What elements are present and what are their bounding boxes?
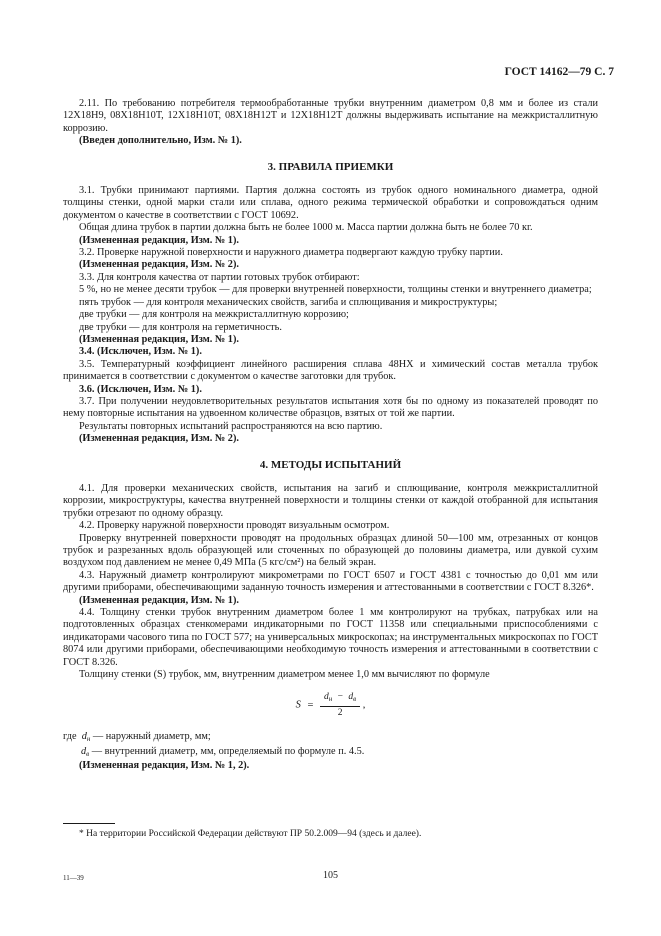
- paragraph-3-3: 3.3. Для контроля качества от партии готовых трубок отбирают:: [79, 271, 360, 283]
- amendment-note: (Измененная редакция, Изм. № 2).: [79, 433, 239, 445]
- where-definition: — наружный диаметр, мм;: [90, 731, 211, 743]
- paragraph-3-1: 3.1. Трубки принимают партиями. Партия должна состоять из трубок одного номинального диаметра, одной толщины стенки, одной марки стали или сплава, одного режима термической обработки и сопровождаться одним документом о качестве в соответствии с ГОСТ 10692.: [63, 185, 598, 221]
- section-3-title: 3. ПРАВИЛА ПРИЕМКИ: [267, 160, 394, 173]
- where-line-1: [63, 731, 598, 745]
- paragraph-2-11: 2.11. По требованию потребителя термообработанные трубки внутренним диаметром 0,8 мм и более из стали 12Х18Н9, 08Х18Н10Т, 12Х18Н10Т, 08Х18Н12Т и 12Х18Н12Т должны выдерживать испытание на межкристаллитную коррозию.: [63, 98, 598, 134]
- paragraph-3-6: 3.6. (Исключен, Изм. № 1).: [79, 383, 202, 395]
- amendment-note: (Измененная редакция, Изм. № 1, 2).: [79, 760, 250, 772]
- paragraph-3-3-item: две трубки — для контроля на межкристаллитную коррозию;: [79, 309, 349, 321]
- formula-numerator: [320, 691, 360, 706]
- formula-sub-n: н: [328, 695, 333, 704]
- where-symbol: d: [81, 731, 87, 743]
- paragraph-4-4: 4.4. Толщину стенки трубок внутренним диаметром более 1 мм контролируют на трубках, патрубках или на подготовленных образцах стенкомерами индикаторными по ГОСТ 11358 или специальными приспособлениями с индикаторами часового типа по ГОСТ 577; на универсальных микроскопах; на инструментальных микроскопах по ГОСТ 8074 или другими приборами, обеспечивающими необходимую точность измерения и аттестованными в соответствии с ГОСТ 8.326.: [63, 607, 598, 668]
- amendment-note: (Введен дополнительно, Изм. № 1).: [79, 135, 242, 147]
- amendment-note: (Измененная редакция, Изм. № 1).: [79, 333, 239, 345]
- main-content: [63, 98, 598, 773]
- formula-sub-v: в: [353, 695, 357, 704]
- paragraph-3-3-item: пять трубок — для контроля механических свойств, загиба и сплющивания и микроструктуры;: [79, 296, 498, 308]
- formula-lhs: S: [295, 699, 301, 711]
- where-symbol-sub: н: [86, 735, 91, 744]
- formula-denominator: 2: [337, 707, 343, 718]
- paragraph-3-3-item: две трубки — для контроля на герметичность.: [79, 321, 282, 333]
- paragraph-3-4: 3.4. (Исключен, Изм. № 1).: [79, 346, 202, 358]
- where-definition: — внутренний диаметр, мм, определяемый по формуле п. 4.5.: [89, 745, 365, 757]
- where-symbol-sub: в: [86, 749, 90, 758]
- page-number: 105: [323, 870, 338, 881]
- paragraph-4-2-inner: Проверку внутренней поверхности проводят на продольных образцах длиной 50—100 мм, отрезанных от концов трубок и разрезанных вдоль образующей или сточенных по образующей до половины диаметра, или дувкой сухим воздухом под давлением не менее 0,49 МПа (5 кгс/см²) на белый экран.: [63, 532, 598, 569]
- where-symbol: d: [81, 745, 87, 757]
- amendment-note: (Измененная редакция, Изм. № 1).: [79, 594, 239, 606]
- paragraph-4-4-formula-intro: Толщину стенки (S) трубок, мм, внутренним диаметром менее 1,0 мм вычисляют по формуле: [79, 669, 490, 681]
- paragraph-3-5: 3.5. Температурный коэффициент линейного расширения сплава 48НХ и химический состав металла трубок принимается в соответствии с документом о качестве заготовки для трубок.: [63, 358, 598, 383]
- formula-var-d: d: [348, 692, 354, 703]
- paragraph-3-7-results: Результаты повторных испытаний распространяются на всю партию.: [79, 420, 383, 432]
- paragraph-3-2: 3.2. Проверке наружной поверхности и наружного диаметра подвергают каждую трубку партии.: [79, 247, 503, 259]
- amendment-note: (Измененная редакция, Изм. № 2).: [79, 259, 239, 271]
- paragraph-4-2: 4.2. Проверку наружной поверхности проводят визуальным осмотром.: [79, 520, 390, 532]
- where-line-2: [63, 746, 598, 760]
- formula-minus: −: [337, 692, 343, 703]
- paragraph-4-1: 4.1. Для проверки механических свойств, испытания на загиб и сплющивание, контроля межкристаллитной коррозии, микроструктуры, качества внутренней поверхности и толщины стенки от каждой отобранной для испытания трубки отрезают по одному образцу.: [63, 482, 598, 519]
- paragraph-4-3: 4.3. Наружный диаметр контролируют микрометрами по ГОСТ 6507 и ГОСТ 4381 с точностью до 0,01 мм или другими приборами, обеспечивающими заданную точность измерения и аттестованными в соответствии с ГОСТ 8.326*.: [63, 569, 598, 594]
- section-4-title: 4. МЕТОДЫ ИСПЫТАНИЙ: [259, 458, 402, 471]
- formula-comma: ,: [362, 699, 366, 711]
- amendment-note: (Измененная редакция, Изм. № 1).: [79, 234, 239, 246]
- formula-fraction: [320, 691, 360, 719]
- wall-thickness-formula: [63, 691, 598, 719]
- paragraph-3-1-length: Общая длина трубок в партии должна быть не более 1000 м. Масса партии должна быть не более 70 кг.: [79, 222, 533, 234]
- paragraph-3-3-item: 5 %, но не менее десяти трубок — для проверки внутренней поверхности, толщины стенки и внутреннего диаметра;: [79, 284, 592, 296]
- printer-signature: 11—39: [63, 874, 84, 882]
- footnote: * На территории Российской Федерации действуют ПР 50.2.009—94 (здесь и далее).: [79, 829, 422, 839]
- page-header: ГОСТ 14162—79 С. 7: [504, 66, 614, 78]
- formula-equals: =: [307, 699, 314, 711]
- footnote-divider: [63, 823, 115, 824]
- paragraph-3-7: 3.7. При получении неудовлетворительных результатов испытания хотя бы по одному из показателей проводят по нему повторные испытания на удвоенном количестве образцов, взятых от той же партии.: [63, 395, 598, 420]
- formula-var-d: d: [324, 692, 329, 703]
- where-label: где: [63, 731, 77, 743]
